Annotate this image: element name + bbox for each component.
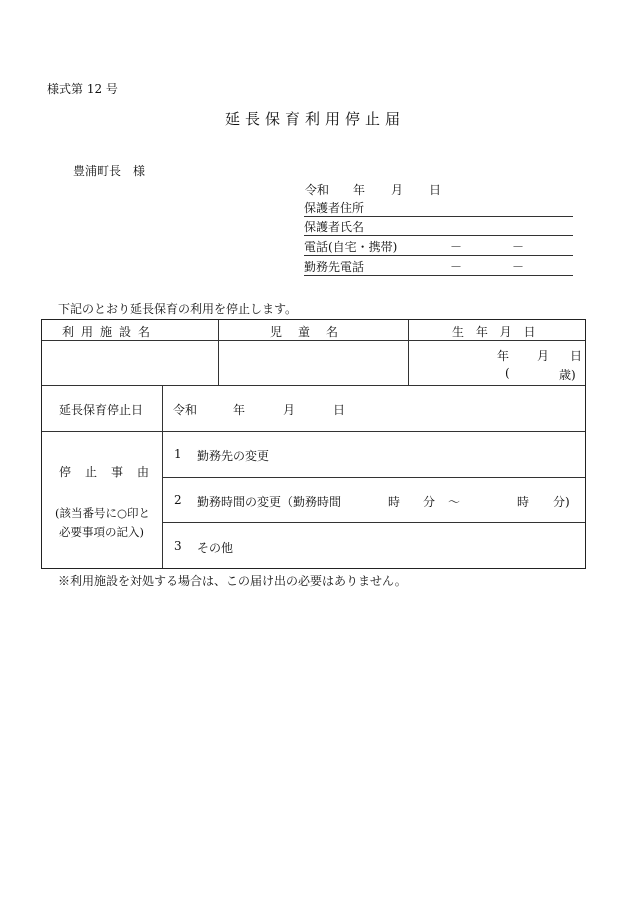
guardian-name-label: 保護者氏名: [304, 220, 365, 234]
birth-year: 年: [497, 349, 510, 363]
footnote: ※利用施設を対処する場合は、この届け出の必要はありません。: [58, 574, 407, 588]
stop-date-year: 年: [233, 403, 246, 417]
reason-3-number: 3: [174, 539, 182, 553]
reason-option-3[interactable]: [163, 523, 585, 567]
reason-3-text: その他: [197, 541, 234, 555]
child-name-input[interactable]: [219, 341, 407, 384]
work-phone-dash-2: －: [512, 260, 525, 274]
birth-date-input[interactable]: [409, 341, 585, 384]
guardian-address-field[interactable]: [304, 199, 573, 217]
reason-2-text: 勤務時間の変更（勤務時間: [197, 495, 342, 509]
work-phone-dash-1: －: [450, 260, 463, 274]
header-birth-date: 生 年 月 日: [452, 325, 540, 339]
reason-note-1: (該当番号に○印と: [55, 506, 151, 520]
phone-label: 電話(自宅・携帯): [304, 240, 398, 254]
reason-option-1[interactable]: [163, 432, 585, 476]
intro-text: 下記のとおり延長保育の利用を停止します。: [58, 302, 298, 316]
reason-2-minute: 分: [423, 495, 436, 509]
date-era: 令和: [305, 183, 330, 197]
phone-field[interactable]: [304, 238, 573, 256]
stop-date-era: 令和: [173, 403, 198, 417]
age-open: (: [505, 366, 510, 380]
guardian-address-label: 保護者住所: [304, 201, 365, 215]
reason-2-minute-2: 分): [553, 495, 570, 509]
addressee: 豊浦町長 様: [73, 164, 146, 178]
reason-2-tilde: ～: [448, 495, 461, 509]
reason-1-number: 1: [174, 447, 182, 461]
stop-date-month: 月: [283, 403, 296, 417]
reason-note-2: 必要事項の記入): [59, 525, 144, 539]
stop-date-label: 延長保育停止日: [59, 403, 144, 417]
work-phone-label: 勤務先電話: [304, 260, 365, 274]
header-facility-name: 利用施設名: [62, 325, 158, 339]
stop-date-input[interactable]: [163, 386, 585, 430]
reason-2-number: 2: [174, 493, 182, 507]
phone-dash-1: －: [450, 240, 463, 254]
reason-label: 停 止 事 由: [59, 465, 151, 479]
date-day: 日: [429, 183, 442, 197]
birth-month: 月: [537, 349, 550, 363]
reason-1-text: 勤務先の変更: [197, 449, 270, 463]
work-phone-field[interactable]: [304, 258, 573, 276]
reason-2-hour: 時: [388, 495, 401, 509]
date-year: 年: [353, 183, 366, 197]
age-close: 歳): [559, 368, 576, 382]
date-month: 月: [391, 183, 404, 197]
form-number: 様式第 12 号: [47, 82, 118, 96]
birth-day: 日: [570, 349, 583, 363]
phone-dash-2: －: [512, 240, 525, 254]
stop-request-table: [41, 319, 586, 569]
guardian-name-field[interactable]: [304, 218, 573, 236]
facility-name-input[interactable]: [42, 341, 217, 384]
stop-date-day: 日: [333, 403, 346, 417]
reason-option-2[interactable]: [163, 478, 585, 521]
header-child-name: 児 童 名: [270, 325, 341, 339]
page-title: 延長保育利用停止届: [224, 110, 405, 128]
reason-2-hour-2: 時: [517, 495, 530, 509]
